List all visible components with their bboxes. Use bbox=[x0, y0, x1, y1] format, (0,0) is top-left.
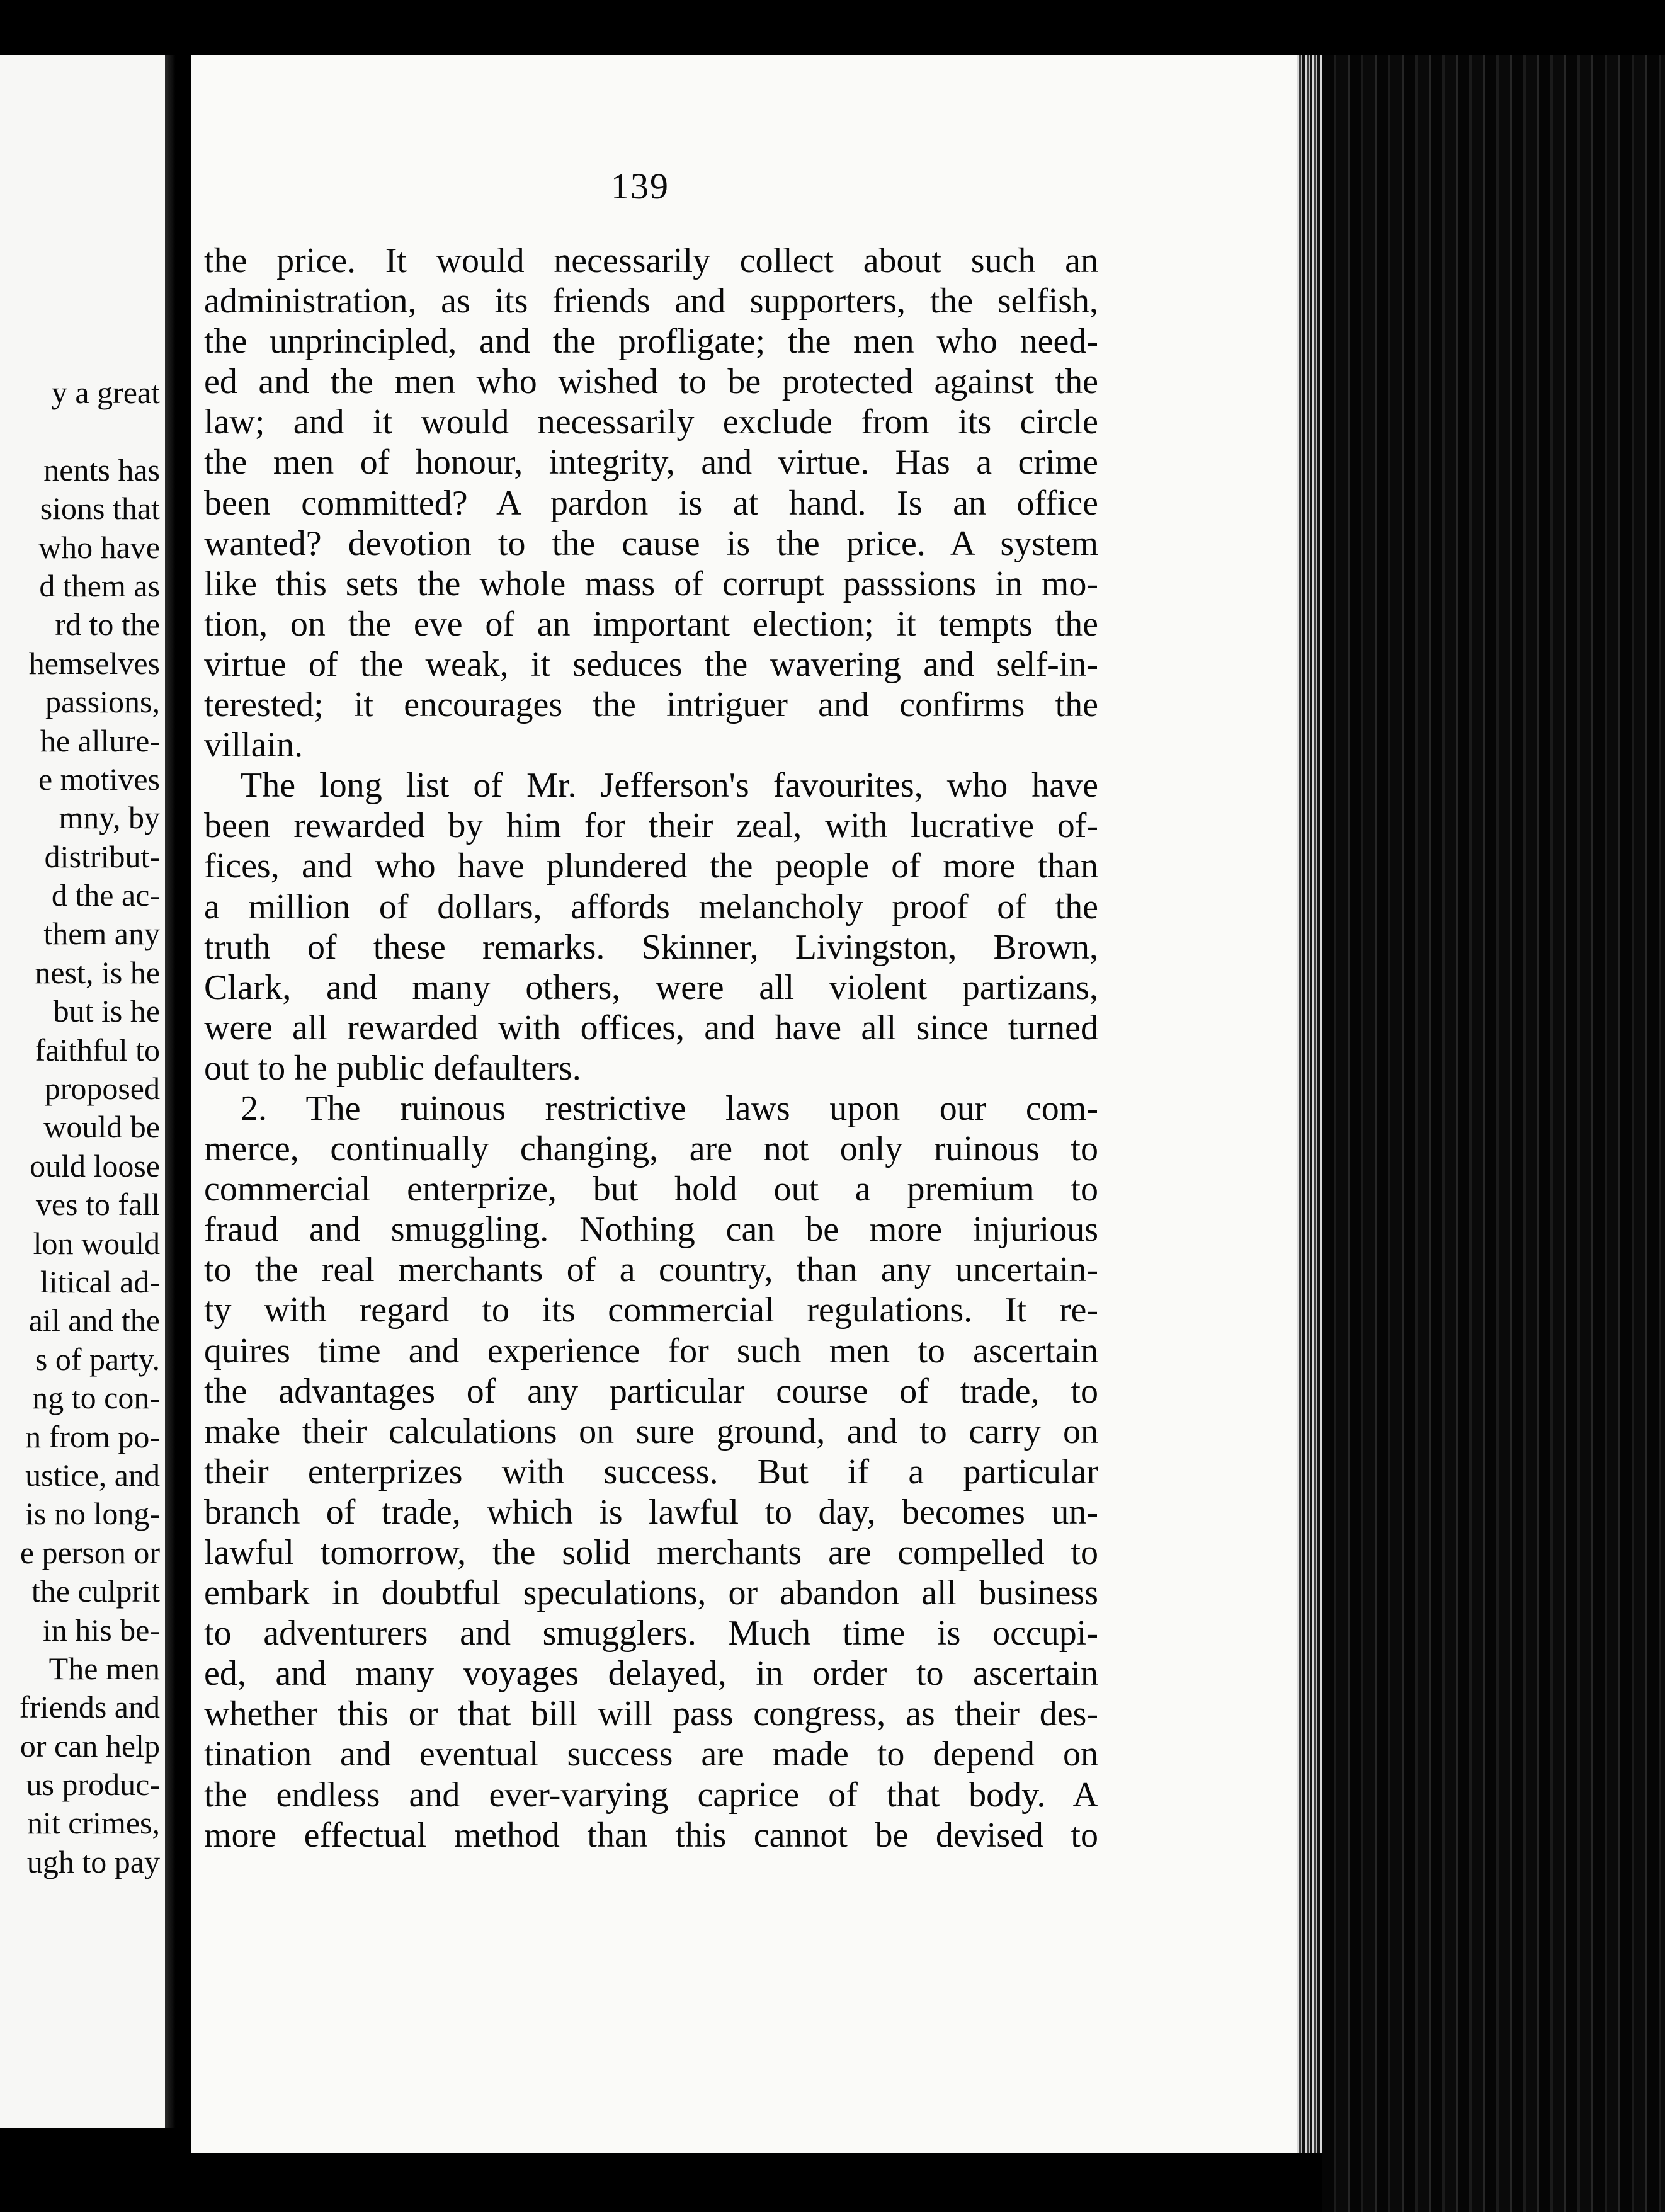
text-line: their enterprizes with success. But if a particular bbox=[204, 1452, 1098, 1491]
text-line: out to he public defaulters. bbox=[204, 1048, 581, 1088]
left-line: y a great bbox=[51, 375, 160, 410]
left-line: ould loose bbox=[30, 1148, 160, 1183]
left-line: is no long- bbox=[25, 1496, 160, 1532]
text-line: ty with regard to its commercial regulations. It re- bbox=[204, 1291, 1098, 1330]
left-line: passions, bbox=[45, 684, 160, 720]
text-line: truth of these remarks. Skinner, Livingston, Brown, bbox=[204, 927, 1098, 967]
book-gutter bbox=[165, 55, 191, 2128]
text-line: the endless and ever-varying caprice of that body. A bbox=[204, 1775, 1098, 1815]
left-line: n from po- bbox=[25, 1418, 160, 1454]
text-line: merce, continually changing, are not only ruinous to bbox=[204, 1129, 1098, 1169]
left-line: sions that bbox=[40, 491, 160, 527]
text-line: wanted? devotion to the cause is the price. A system bbox=[204, 523, 1098, 563]
text-line: embark in doubtful speculations, or abandon all business bbox=[204, 1573, 1098, 1613]
left-line: nest, is he bbox=[35, 954, 160, 990]
text-line: law; and it would necessarily exclude from its circle bbox=[204, 402, 1098, 442]
page-body-text bbox=[204, 241, 1098, 1856]
text-line: lawful tomorrow, the solid merchants are compelled to bbox=[204, 1533, 1098, 1572]
text-line: make their calculations on sure ground, and to carry on bbox=[204, 1411, 1098, 1451]
text-line: the price. It would necessarily collect about such an bbox=[204, 241, 1098, 280]
left-line: would be bbox=[43, 1109, 160, 1145]
left-line: litical ad- bbox=[40, 1263, 160, 1299]
left-line: ugh to pay bbox=[26, 1844, 160, 1879]
left-line: but is he bbox=[53, 993, 160, 1029]
text-line: were all rewarded with offices, and have all since turned bbox=[204, 1008, 1098, 1047]
text-line: more effectual method than this cannot be devised to bbox=[204, 1815, 1098, 1855]
left-line: ves to fall bbox=[35, 1187, 160, 1223]
left-line: who have bbox=[38, 529, 160, 565]
left-line: the culprit bbox=[31, 1573, 160, 1609]
text-line: virtue of the weak, it seduces the wavering and self-in- bbox=[204, 644, 1098, 684]
left-line: faithful to bbox=[35, 1032, 160, 1068]
text-line: a million of dollars, affords melancholy proof of the bbox=[204, 887, 1098, 926]
page-number: 139 bbox=[611, 166, 669, 207]
text-line: like this sets the whole mass of corrupt passsions in mo- bbox=[204, 564, 1098, 603]
left-line: friends and bbox=[19, 1689, 160, 1725]
left-line: ustice, and bbox=[25, 1457, 160, 1493]
left-line: he allure- bbox=[40, 722, 160, 758]
text-line: tion, on the eve of an important election; it tempts the bbox=[204, 604, 1098, 644]
text-line: branch of trade, which is lawful to day, becomes un- bbox=[204, 1492, 1098, 1532]
left-facing-page bbox=[0, 55, 165, 2128]
text-line: ed and the men who wished to be protected against the bbox=[204, 362, 1098, 402]
left-line: distribut- bbox=[44, 838, 160, 874]
text-line: fices, and who have plundered the people of more than bbox=[204, 847, 1098, 886]
left-line: in his be- bbox=[42, 1612, 160, 1648]
text-line: commercial enterprize, but hold out a premium to bbox=[204, 1170, 1098, 1209]
text-line: whether this or that bill will pass congress, as their des- bbox=[204, 1694, 1098, 1734]
left-line: proposed bbox=[44, 1071, 160, 1107]
paragraph-start-line: The long list of Mr. Jefferson's favourites, who have bbox=[241, 766, 1098, 806]
page-block-edge bbox=[1297, 55, 1322, 2153]
text-line: to adventurers and smugglers. Much time is occupi- bbox=[204, 1614, 1098, 1653]
left-line: d them as bbox=[39, 567, 160, 603]
left-line: mny, by bbox=[59, 800, 160, 836]
left-line: d the ac- bbox=[51, 877, 160, 913]
left-line: s of party. bbox=[35, 1341, 160, 1377]
book-binding bbox=[1322, 55, 1665, 2212]
left-line: The men bbox=[48, 1650, 160, 1686]
text-line: the advantages of any particular course of trade, to bbox=[204, 1371, 1098, 1411]
left-line: e motives bbox=[38, 761, 160, 797]
text-line: quires time and experience for such men to ascertain bbox=[204, 1331, 1098, 1371]
left-page-text bbox=[19, 373, 160, 1881]
left-line: ail and the bbox=[28, 1303, 160, 1338]
text-line: ed, and many voyages delayed, in order to ascertain bbox=[204, 1654, 1098, 1694]
left-line: or can help bbox=[20, 1728, 160, 1764]
text-line: tination and eventual success are made to depend on bbox=[204, 1735, 1098, 1774]
text-line: administration, as its friends and supporters, the selfish, bbox=[204, 282, 1098, 321]
text-line: been committed? A pardon is at hand. Is an office bbox=[204, 483, 1098, 523]
text-line: been rewarded by him for their zeal, with lucrative of- bbox=[204, 806, 1098, 846]
text-line: villain. bbox=[204, 726, 304, 765]
left-line: nit crimes, bbox=[26, 1805, 160, 1841]
left-line: rd to the bbox=[55, 607, 160, 642]
text-line: Clark, and many others, were all violent partizans, bbox=[204, 967, 1098, 1007]
paragraph-start-line: 2. The ruinous restrictive laws upon our com- bbox=[241, 1088, 1098, 1128]
left-line: nents has bbox=[43, 452, 160, 487]
text-line: the unprincipled, and the profligate; the men who need- bbox=[204, 322, 1098, 362]
left-line: us produc- bbox=[26, 1767, 160, 1803]
text-line: terested; it encourages the intriguer and confirms the bbox=[204, 685, 1098, 725]
left-line: hemselves bbox=[28, 645, 160, 681]
left-line: lon would bbox=[33, 1225, 160, 1261]
text-line: to the real merchants of a country, than any uncertain- bbox=[204, 1250, 1098, 1290]
text-line: fraud and smuggling. Nothing can be more injurious bbox=[204, 1210, 1098, 1250]
left-line: them any bbox=[43, 916, 160, 952]
left-line: e person or bbox=[20, 1534, 160, 1570]
left-line: ng to con- bbox=[32, 1380, 160, 1416]
text-line: the men of honour, integrity, and virtue. Has a crime bbox=[204, 443, 1098, 482]
left-line bbox=[19, 412, 160, 450]
